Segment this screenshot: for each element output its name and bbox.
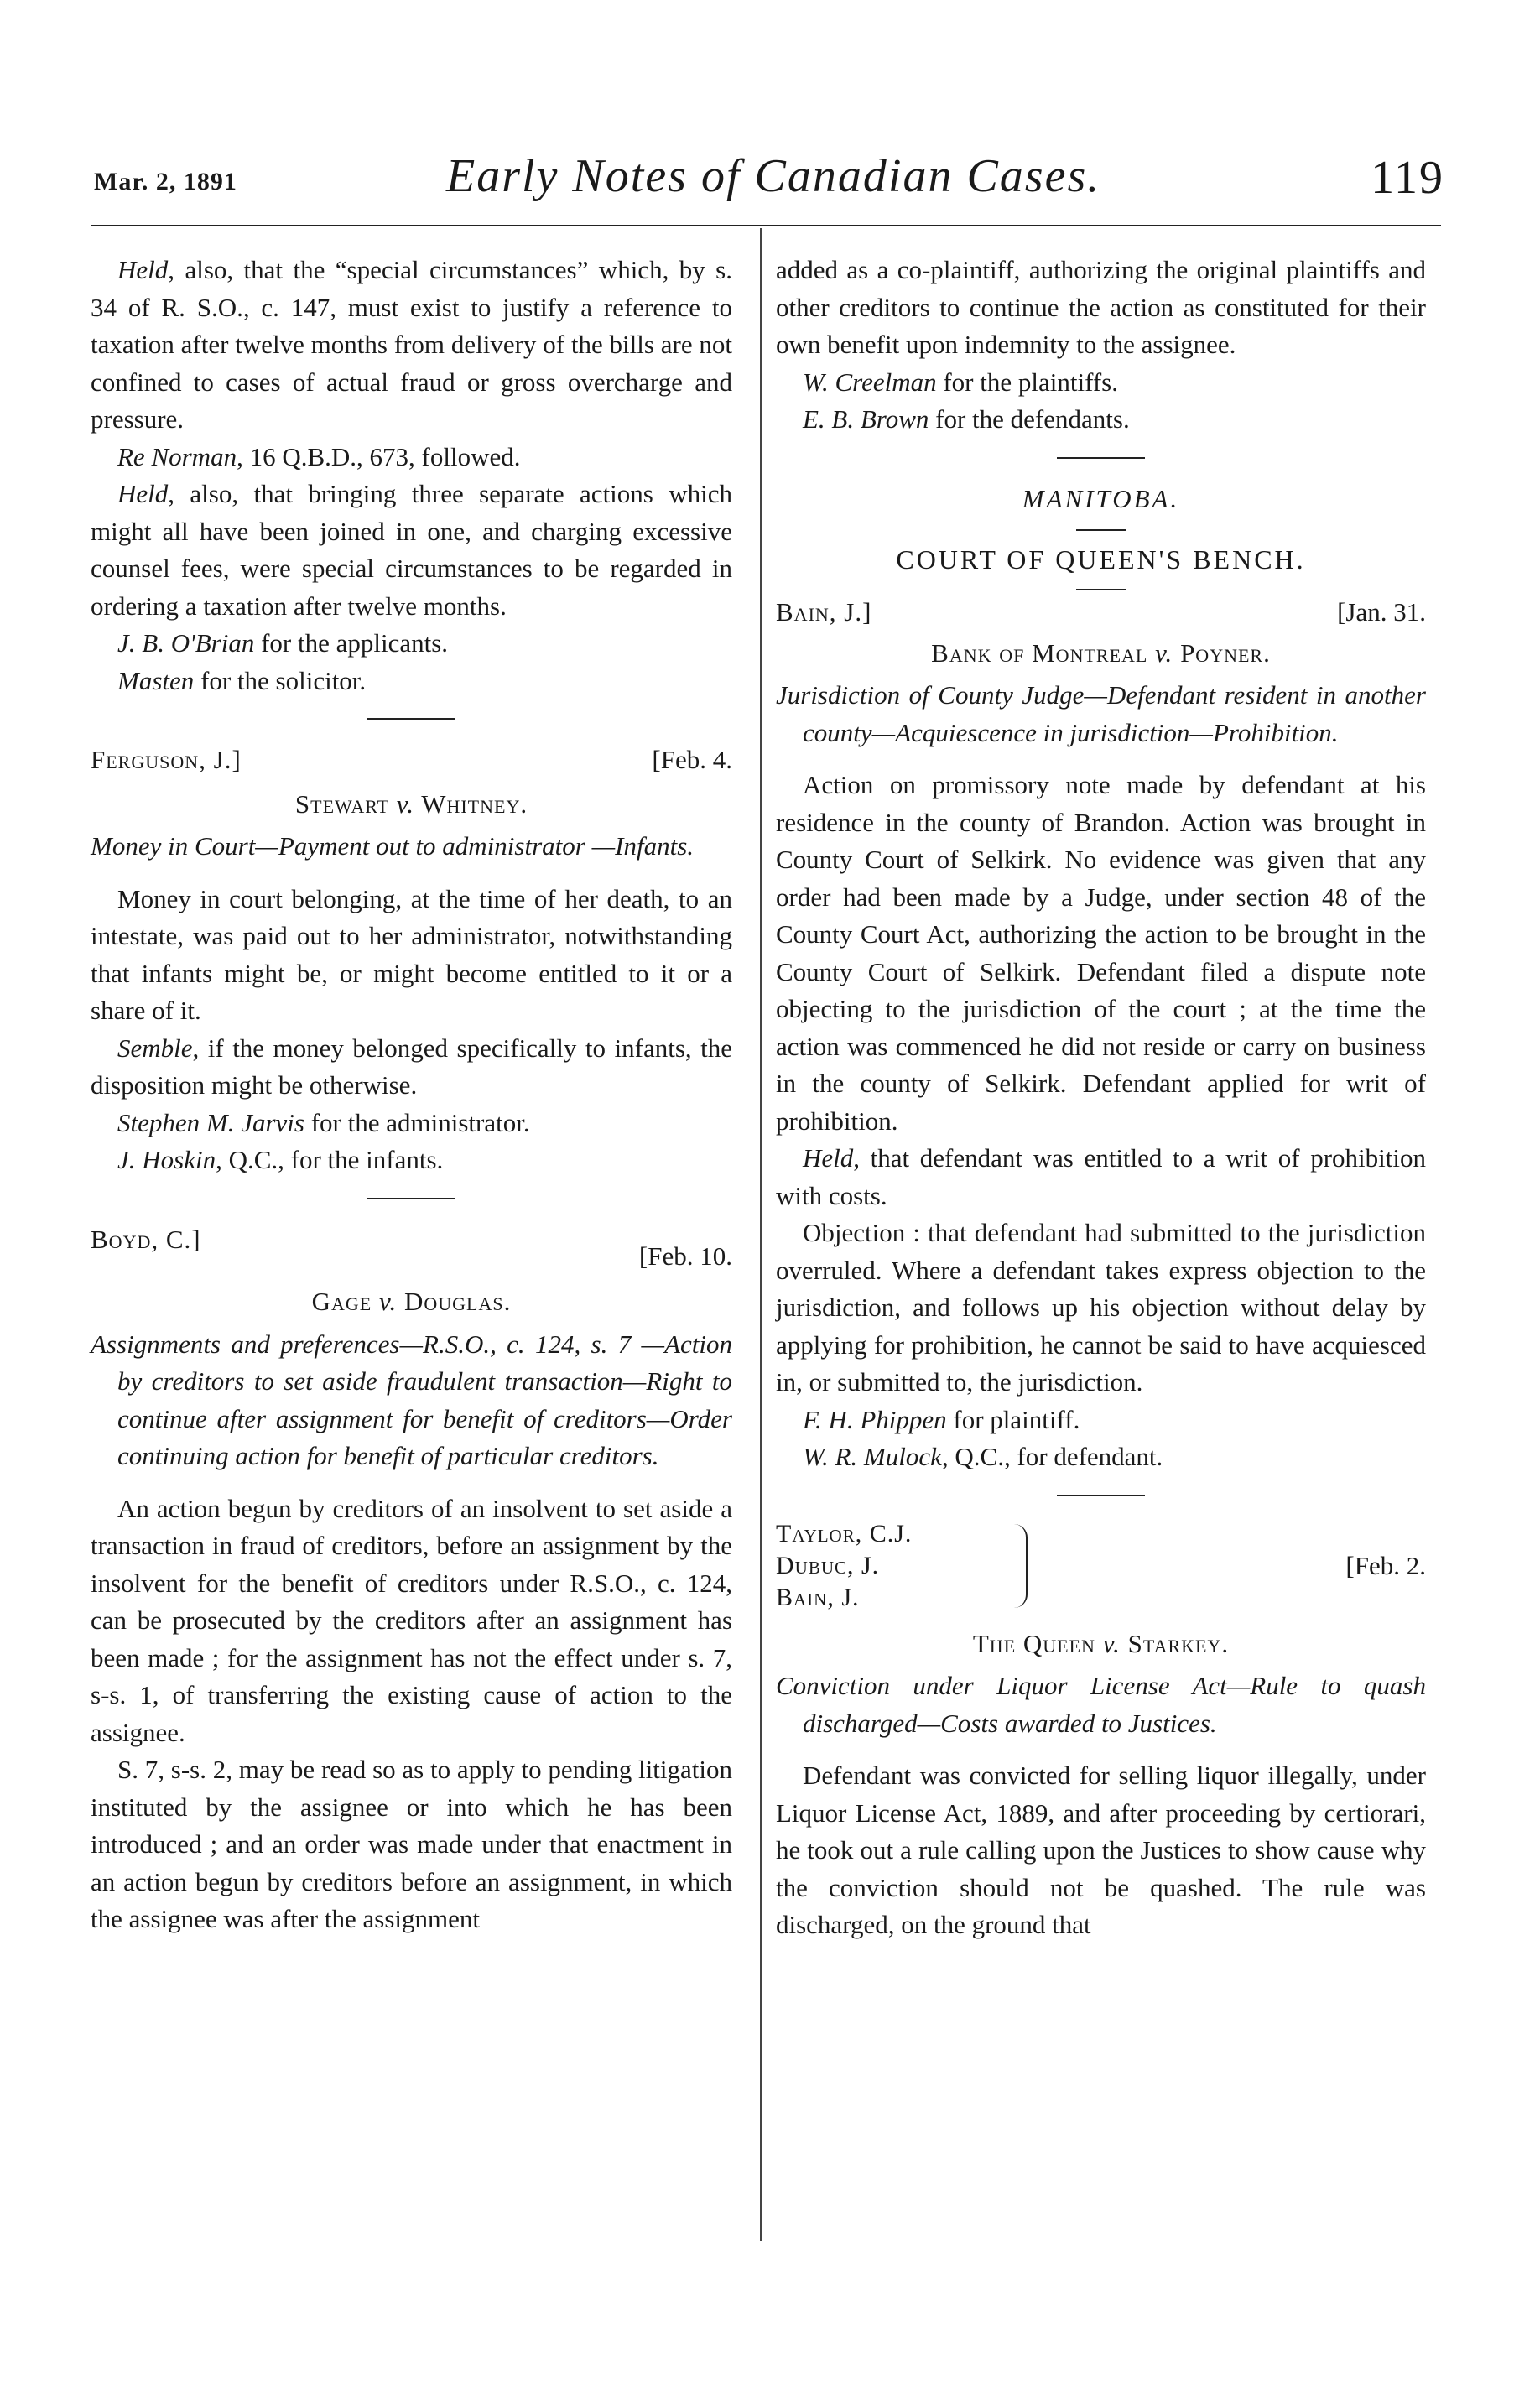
case-date: [Feb. 2.: [1345, 1550, 1426, 1580]
case-title: Gage v. Douglas.: [311, 1287, 512, 1316]
header-rule: [91, 225, 1441, 226]
case-headnote: Jurisdiction of County Judge—Defendant resident in another county—Acquiescence in jurisdiction—Prohibition.: [776, 680, 1426, 747]
judge-name: Ferguson, J.]: [91, 745, 242, 774]
counsel-line: E. B. Brown for the defendants.: [803, 404, 1130, 434]
case-separator: [367, 718, 455, 720]
counsel-line: Stephen M. Jarvis for the administrator.: [117, 1107, 530, 1137]
counsel-line: W. Creelman for the plaintiffs.: [803, 367, 1118, 397]
counsel-line: J. B. O'Brian for the applicants.: [117, 628, 449, 658]
counsel-line: Masten for the solicitor.: [117, 665, 367, 695]
case-body: Money in court belonging, at the time of her death, to an intestate, was paid out to her administrator, notwithstanding that infants might be, or might become entitled to it or a share of it.: [91, 883, 732, 1025]
held-paragraph-1: Held, also, that the “special circumstances” which, by s. 34 of R. S.O., c. 147, must exist to justify a reference to taxation after twelve months from delivery of the bills are not confined to cases of actual fraud or gross overcharge and pressure.: [91, 255, 732, 434]
case-body: An action begun by creditors of an insolvent to set aside a transaction in fraud of creditors, before an assignment by the insolvent for the benefit of creditors under R.S.O., c. 124, can be prosecuted by the creditors after an assignment has been made ; for the assignment has not the effect under s. 7, s-s. 1, of transferring the existing cause of action to the assignee.: [91, 1493, 732, 1747]
left-column: [91, 252, 732, 1938]
counsel-line: F. H. Phippen for plaintiff.: [803, 1404, 1080, 1434]
re-norman-line: Re Norman, 16 Q.B.D., 673, followed.: [117, 441, 521, 471]
judge-name: Dubuc, J.: [776, 1551, 880, 1579]
bench-judges: [776, 1518, 1426, 1614]
page-number: 119: [1371, 152, 1444, 204]
court-heading: COURT OF QUEEN'S BENCH.: [896, 544, 1306, 575]
judge-name: Taylor, C.J.: [776, 1519, 913, 1548]
section-separator: [1057, 457, 1145, 459]
counsel-line: J. Hoskin, Q.C., for the infants.: [117, 1145, 444, 1174]
held-paragraph: Held, that defendant was entitled to a writ of prohibition with costs.: [776, 1143, 1426, 1210]
semble-paragraph: Semble, if the money belonged specifically to infants, the disposition might be otherwise.: [91, 1033, 732, 1100]
case-judge-line: [776, 594, 1426, 632]
right-column: [776, 252, 1426, 1944]
column-divider: [760, 228, 762, 2241]
case-title: Stewart v. Whitney.: [294, 788, 528, 819]
judge-name: Bain, J.: [776, 1583, 860, 1611]
case-headnote: Conviction under Liquor License Act—Rule to quash discharged—Costs awarded to Justices.: [776, 1671, 1426, 1738]
continued-paragraph: added as a co-plaintiff, authorizing the original plaintiffs and other creditors to continue the action as constituted for their own benefit upon indemnity to the assignee.: [776, 255, 1426, 359]
case-judge-line: [91, 741, 732, 779]
judge-name: Boyd, C.]: [91, 1224, 201, 1254]
objection-paragraph: Objection : that defendant had submitted to the jurisdiction overruled. Where a defendant takes express objection to the jurisdiction, and follows up his objection without delay by applying for prohibition, he cannot be said to have acquiesced in, or submitted to, the jurisdiction.: [776, 1218, 1426, 1397]
case-title: Bank of Montreal v. Poyner.: [931, 637, 1271, 668]
case-separator: [1057, 1495, 1145, 1496]
case-date: [Jan. 31.: [1337, 597, 1426, 627]
case-body: S. 7, s-s. 2, may be read so as to apply to pending litigation instituted by the assignee or into which he has been introduced ; and an order was made under that enactment in an action begun by creditors before an assignment, in which the assignee was after the assignment: [91, 1755, 732, 1933]
case-date: [Feb. 4.: [652, 745, 732, 774]
province-heading: MANITOBA.: [1022, 483, 1180, 513]
case-title: The Queen v. Starkey.: [972, 1628, 1230, 1658]
case-headnote: Assignments and preferences—R.S.O., c. 124, s. 7 —Action by creditors to set aside fraudulent transaction—Right to continue after assignment for benefit of creditors—Order continuing action for benefit of particular creditors.: [91, 1329, 732, 1470]
issue-date: Mar. 2, 1891: [94, 168, 237, 195]
case-judge-line: [91, 1221, 732, 1276]
brace-glyph: [1012, 1524, 1028, 1608]
case-headnote: Money in Court—Payment out to administrator —Infants.: [91, 831, 695, 861]
page-header: [94, 149, 1444, 225]
case-separator: [367, 1198, 455, 1199]
running-title: Early Notes of Canadian Cases.: [446, 150, 1101, 202]
judge-name: Bain, J.]: [776, 597, 872, 627]
counsel-line: W. R. Mulock, Q.C., for defendant.: [803, 1442, 1163, 1471]
section-separator: [1076, 589, 1126, 590]
case-date: [Feb. 10.: [638, 1241, 732, 1271]
held-paragraph-2: Held, also, that bringing three separate actions which might all have been joined in one, and charging excessive counsel fees, were special circumstances to be regarded in ordering a taxation after twelve months.: [91, 479, 732, 621]
case-body: Defendant was convicted for selling liquor illegally, under Liquor License Act, 1889, and after proceeding by certiorari, he took out a rule calling upon the Justices to show cause why the conviction should not be quashed. The rule was discharged, on the ground that: [776, 1761, 1426, 1939]
section-separator: [1076, 529, 1126, 531]
case-body: Action on promissory note made by defendant at his residence in the county of Brandon. Action was brought in County Court of Selkirk. No evidence was given that any order had been made by a Judge, under section 48 of the County Court Act, authorizing the action to be brought in the County Court of Selkirk. Defendant filed a dispute note objecting to the jurisdiction of the court ; at the time the action was commenced he did not reside or carry on business in the county of Selkirk. Defendant applied for writ of prohibition.: [776, 770, 1426, 1136]
judge-list: [776, 1518, 912, 1614]
